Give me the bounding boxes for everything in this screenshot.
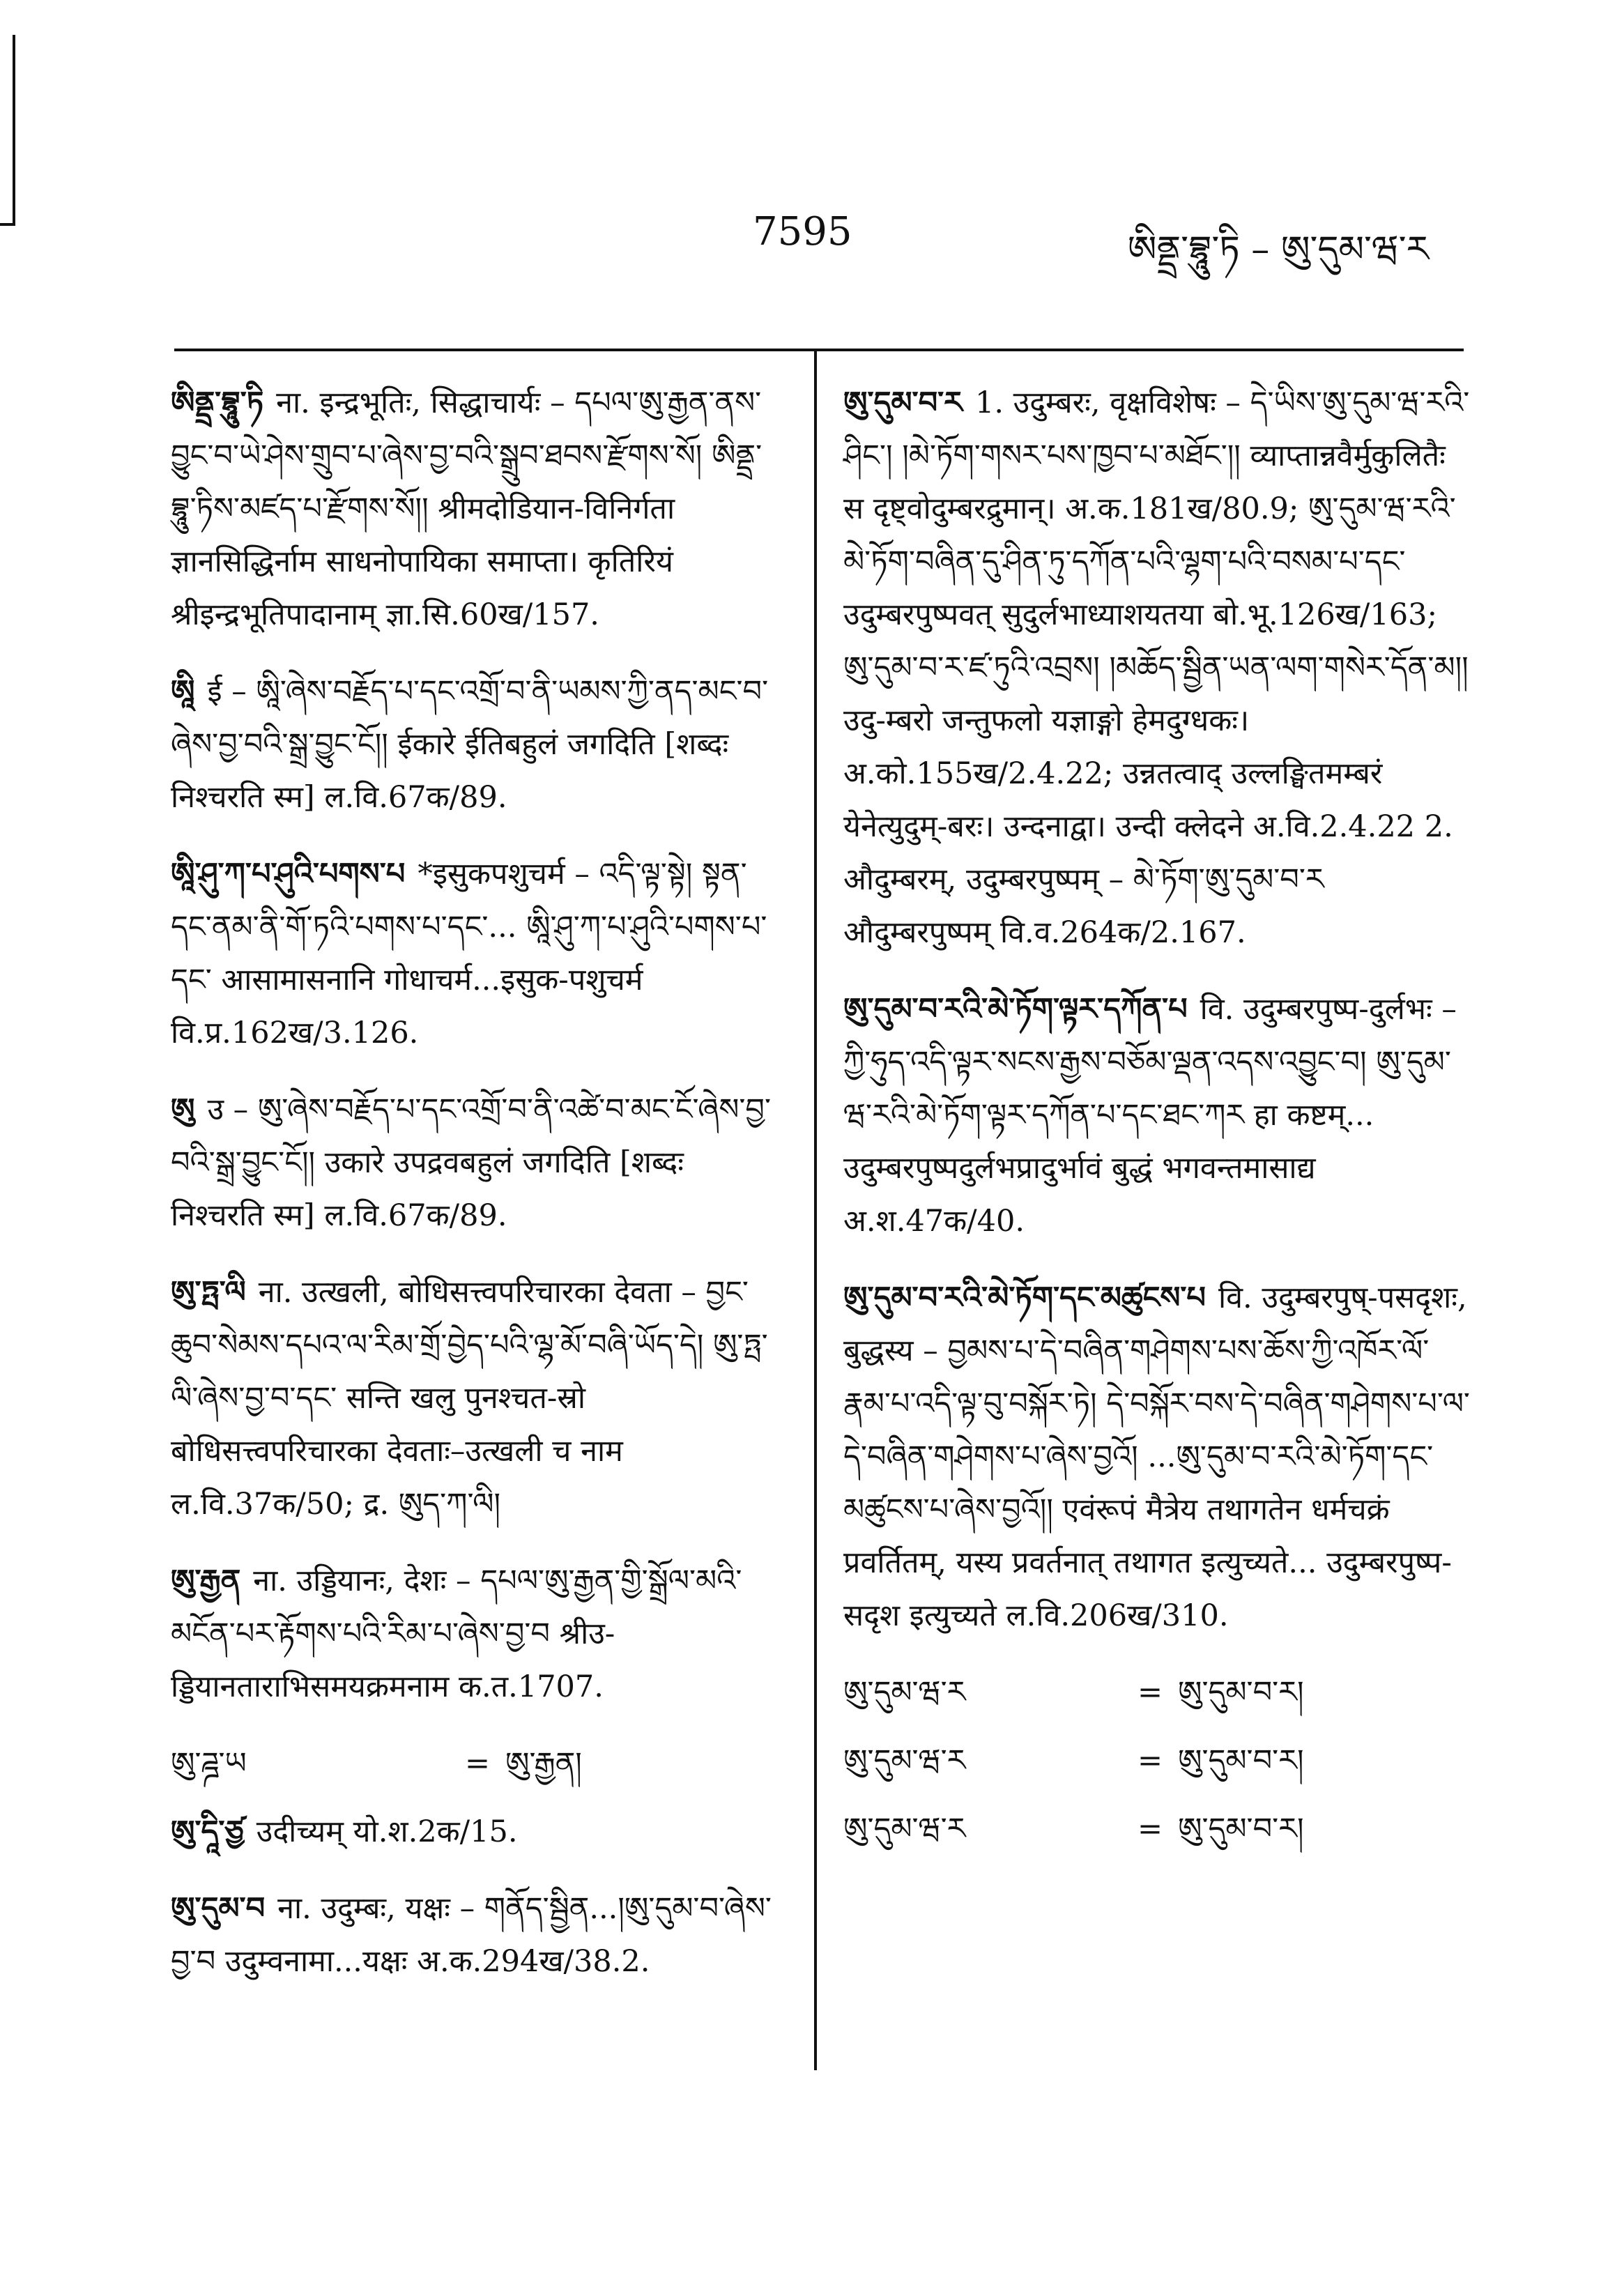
entry-text: ना. इन्द्रभूतिः, सिद्धाचार्यः – དཔལ་ཨུ་རྒྱན་ནས་བྱུང་བ་ཡེ་ཤེས་གྲུབ་པ་ཞེས་བྱ་བའི་སྒྲུབ་ཐབས་རྫོགས་སོ། ཨིནྡྲ་བྷཱུ་ཏིས་མཛད་པ་རྫོགས་སོ།། श्रीमदोडियान-विनिर्गता ज्ञानसिद्धिर्नाम साधनोपायिका समाप्ता। कृतिरियं श्रीइन्द्रभूतिपादानाम् ज्ञा.सि.60ख/157. — [171, 385, 763, 632]
cross-reference — [843, 1803, 1471, 1856]
column-divider — [814, 349, 817, 2070]
headword: ཨུ་དུམ་བ — [171, 1891, 266, 1926]
entry-text: वि. उदुम्बरपुष्प-दुर्लभः – ཀྱི་ཧུད་འདི་ལྟར་སངས་རྒྱས་བཅོམ་ལྡན་འདས་འབྱུང་བ། ཨུ་དུམ་ཝ་རའི་མེ་ཏོག་ལྟར་དཀོན་པ་དང་ཐང་ཀར हा कष्टम्... उदुम्बरपुष्पदुर्लभप्रादुर्भावं बुद्धं भगवन्तमासाद्य अ.श.47क/40. — [843, 992, 1457, 1239]
equals-sign: = — [1137, 1743, 1163, 1778]
xref-term: ཨུ་དུམ་ཝ་ར — [843, 1812, 966, 1846]
equals-sign: = — [1137, 1675, 1163, 1710]
entry-text: ना. उदुम्बः, यक्षः – གནོད་སྦྱིན...།ཨུ་དུམ་བ་ཞེས་བྱ་བ उदुम्वनामा...यक्षः अ.क.294ख/38.2. — [171, 1891, 772, 1979]
headword: ཨུ་དུམ་བ་ར — [843, 385, 963, 420]
equals-sign: = — [464, 1746, 491, 1781]
entry-text: ना. उत्खली, बोधिसत्त्वपरिचारका देवता – བྱང་ཆུབ་སེམས་དཔའ་ལ་རིམ་གྲོ་བྱེད་པའི་ལྷ་མོ་བཞི་ཡོད་དེ། ཨུ་ཏྤ་ལི་ཞེས་བྱ་བ་དང་ सन्ति खलु पुनश्चत-स्रो बोधिसत्त्वपरिचारका देवताः–उत्खली च नाम ल.वि.37क/50; द्र. ཨུད་ཀ་ལི། — [171, 1275, 768, 1522]
entry-text: वि. उदुम्बरपुष्-पसदृशः, बुद्धस्य – བྱམས་པ་དེ་བཞིན་གཤེགས་པས་ཆོས་ཀྱི་འཁོར་ལོ་རྣམ་པ་འདི་ལྟ་བུ་བསྐོར་ཏེ། དེ་བསྐོར་བས་དེ་བཞིན་གཤེགས་པ་ལ་དེ་བཞིན་གཤེགས་པ་ཞེས་བྱའོ། ...ཨུ་དུམ་བ་རའི་མེ་ཏོག་དང་མཚུངས་པ་ཞེས་བྱའོ།། एवंरूपं मैत्रेय तथागतेन धर्मचक्रं प्रवर्तितम्, यस्य प्रवर्तनात् तथागत इत्युच्यते... उदुम्बरपुष्प-सदृश इत्युच्यते ल.वि.206ख/310. — [843, 1280, 1470, 1633]
headword: ཨུ་དཱི་ཙྱ — [171, 1814, 244, 1849]
headword: ཨུ་ཏྤ་ལི — [171, 1275, 246, 1310]
xref-term: ཨུ་ཌྜ་ཡ — [171, 1746, 247, 1781]
right-column — [843, 376, 1471, 1871]
dictionary-entry — [171, 848, 784, 1060]
entry-text: ई – ཨཱི་ཞེས་བརྗོད་པ་དང་འགྲོ་བ་ནི་ཡམས་ཀྱི་ནད་མང་བ་ཞེས་བྱ་བའི་སྒྲ་བྱུང་ངོ།། ईकारे ईतिबहुलं जगदिति [शब्दः निश्चरति स्म] ल.वि.67क/89. — [171, 674, 769, 815]
running-head: ཨིནྡྲ་བྷཱུ་ཏི – ཨུ་དུམ་ཝ་ར — [1127, 229, 1429, 270]
xref-term: ཨུ་དུམ་ཝ་ར — [843, 1675, 966, 1710]
entry-text: उ – ཨུ་ཞེས་བརྗོད་པ་དང་འགྲོ་བ་ནི་འཚེ་བ་མང་ངོ་ཞེས་བྱ་བའི་སྒྲ་བྱུང་ངོ།། उकारे उपद्रवबहुलं जगदिति [शब्दः निश्चरति स्म] ल.वि.67क/89. — [171, 1092, 772, 1233]
page-number: 7595 — [753, 209, 852, 254]
headword: ཨུ་རྒྱན — [171, 1563, 241, 1598]
cross-reference — [171, 1737, 784, 1790]
headword: ཨུ་དུམ་བ་རའི་མེ་ཏོག་དང་མཚུངས་པ — [843, 1280, 1206, 1315]
cross-reference — [843, 1666, 1471, 1719]
margin-mark — [13, 35, 15, 223]
headword: ཨཱི — [171, 674, 195, 709]
dictionary-entry — [843, 1271, 1471, 1642]
xref-target: ཨུ་དུམ་བ་ར། — [1178, 1743, 1304, 1778]
headword: ཨིནྡྲ་བྷཱུ་ཏི — [171, 385, 264, 420]
dictionary-entry — [171, 1083, 784, 1242]
entry-text: *इसुकपशुचर्म – འདི་ལྟ་སྟེ། སྟན་དང་ནམ་ནི་གོ་ཏའི་པགས་པ་དང་... ཨཱི་ཤུ་ཀ་པ་ཤུའི་པགས་པ་དང་ आसामासनानि गोधाचर्म...इसुक-पशुचर्म वि.प्र.162ख/3.126. — [171, 857, 767, 1050]
xref-target: ཨུ་རྒྱན། — [505, 1746, 582, 1781]
xref-term: ཨུ་དུམ་ཝ་ར — [843, 1743, 966, 1778]
entry-text: उदीच्यम् यो.श.2क/15. — [256, 1814, 518, 1849]
dictionary-entry — [171, 1554, 784, 1713]
dictionary-entry — [843, 376, 1471, 959]
entry-text: ना. उड्डियानः, देशः – དཔལ་ཨུ་རྒྱན་གྱི་སྒྲོལ་མའི་མངོན་པར་རྟོགས་པའི་རིམ་པ་ཞེས་བྱ་བ श्रीउ-ड्डियानताराभिसमयक्रमनाम क.त.1707. — [171, 1563, 742, 1704]
dictionary-entry — [171, 1882, 784, 1988]
xref-target: ཨུ་དུམ་བ་ར། — [1178, 1675, 1304, 1710]
margin-mark — [0, 223, 15, 226]
xref-target: ཨུ་དུམ་བ་ར། — [1178, 1812, 1304, 1846]
headword: ཨུ — [171, 1092, 195, 1127]
dictionary-entry — [171, 1266, 784, 1531]
dictionary-entry — [171, 376, 784, 641]
dictionary-entry — [171, 665, 784, 824]
left-column — [171, 376, 784, 2012]
headword: ཨཱི་ཤུ་ཀ་པ་ཤུའི་པགས་པ — [171, 857, 406, 892]
dictionary-entry — [843, 983, 1471, 1248]
headword: ཨུ་དུམ་བ་རའི་མེ་ཏོག་ལྟར་དཀོན་པ — [843, 992, 1188, 1027]
header-rule — [174, 349, 1464, 351]
dictionary-entry — [171, 1805, 784, 1858]
equals-sign: = — [1137, 1812, 1163, 1846]
cross-reference — [843, 1734, 1471, 1787]
entry-text: 1. उदुम्बरः, वृक्षविशेषः – དེ་ཡིས་ཨུ་དུམ་ཝ་རའི་ཤིང་། །མེ་ཏོག་གསར་པས་ཁྱབ་པ་མཐོང་།། व्याप्तान्नवैर्मुकुलितैः स दृष्ट्वोदुम्बरद्रुमान्। अ.क.181ख/80.9; ཨུ་དུམ་ཝ་རའི་མེ་ཏོག་བཞིན་དུ་ཤིན་ཏུ་དཀོན་པའི་ལྷག་པའི་བསམ་པ་དང་ उदुम्बरपुष्पवत् सुदुर्लभाध्याशयतया बो.भू.126ख/163; ཨུ་དུམ་བ་ར་ཛ་ཏུའི་འབྲས། །མཆོད་སྦྱིན་ཡན་ལག་གསེར་དོན་མ།། उदु-म्बरो जन्तुफलो यज्ञाङ्गो हेमदुग्धकः। अ.को.155ख/2.4.22; उन्नतत्वाद् उल्लङ्घितमम्बरं येनेत्युदुम्-बरः। उन्दनाद्वा। उन्दी क्लेदने अ.वि.2.4.22 2. औदुम्बरम्, उदुम्बरपुष्पम् – མེ་ཏོག་ཨུ་དུམ་བ་ར औदुम्बरपुष्पम् वि.व.264क/2.167. — [843, 385, 1470, 950]
